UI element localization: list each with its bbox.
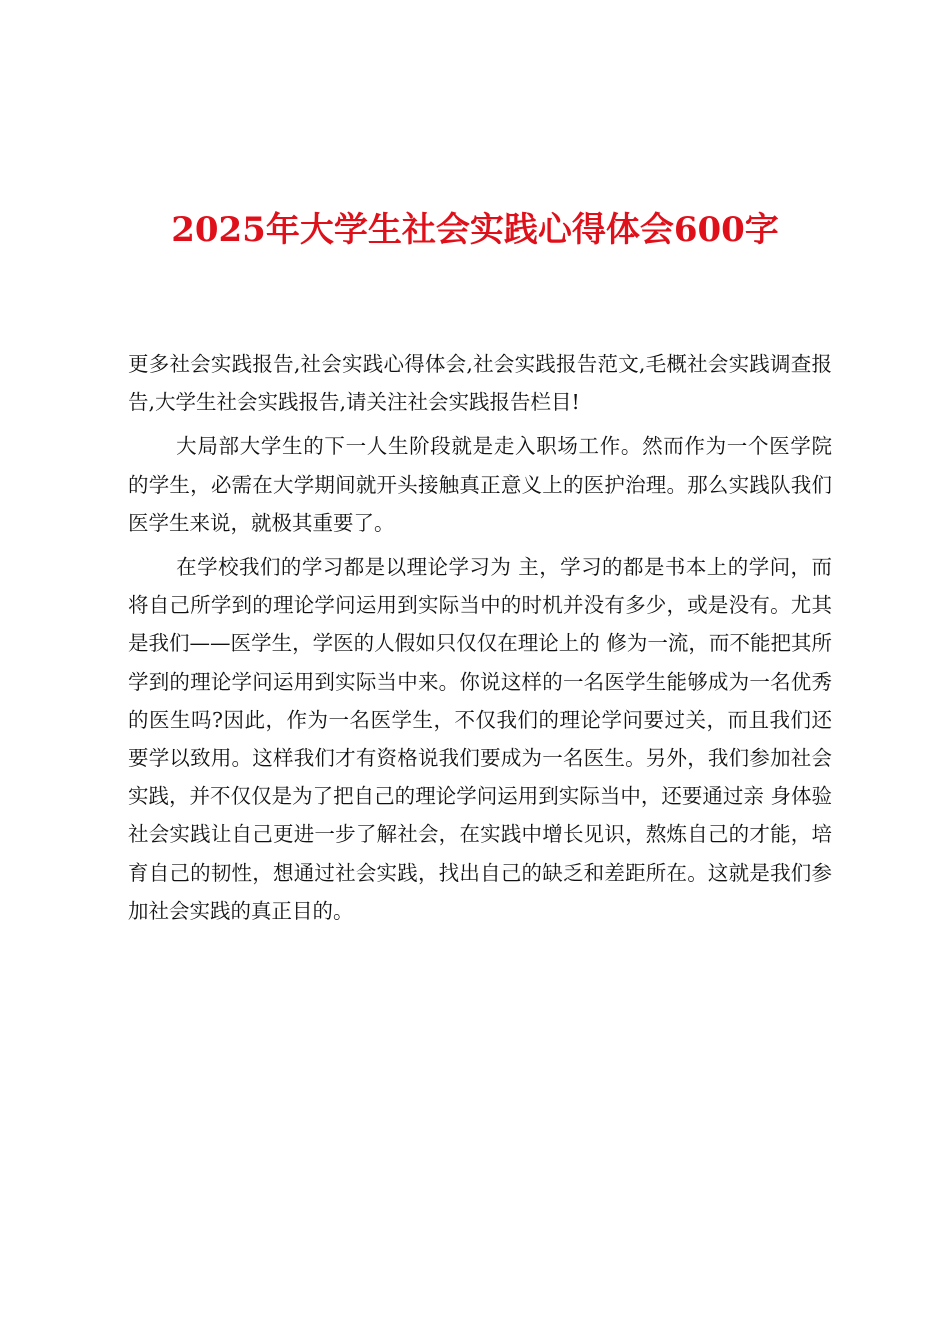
- paragraph-intro: 更多社会实践报告,社会实践心得体会,社会实践报告范文,毛概社会实践调查报告,大学生社会实践报告,请关注社会实践报告栏目!: [128, 352, 832, 415]
- paragraph-2: 在学校我们的学习都是以理论学习为 主，学习的都是书本上的学问，而将自己所学到的理论学问运用到实际当中的时机并没有多少，或是没有。尤其是我们——医学生，学医的人假如只仅仅在理论上的 修为一流，而不能把其所学到的理论学问运用到实际当中来。你说这样的一名医学生能够成为一名优秀的医生吗?因此，作为一名医学生，不仅我们的理论学问要过关，而且我们还要学以致用。这样我们才有资格说我们要成为一名医生。另外，我们参加社会实践，并不仅仅是为了把自己的理论学问运用到实际当中，还要通过亲 身体验社会实践让自己更进一步了解社会，在实践中增长见识，熬炼自己的才能，培育自己的韧性，想通过社会实践，找出自己的缺乏和差距所在。这就是我们参加社会实践的真正目的。: [128, 555, 832, 923]
- document-title: 2025年大学生社会实践心得体会600字: [171, 210, 779, 250]
- document-body: [128, 345, 832, 930]
- paragraph-1: 大局部大学生的下一人生阶段就是走入职场工作。然而作为一个医学院的学生，必需在大学期间就开头接触真正意义上的医护治理。那么实践队我们医学生来说，就极其重要了。: [128, 434, 832, 535]
